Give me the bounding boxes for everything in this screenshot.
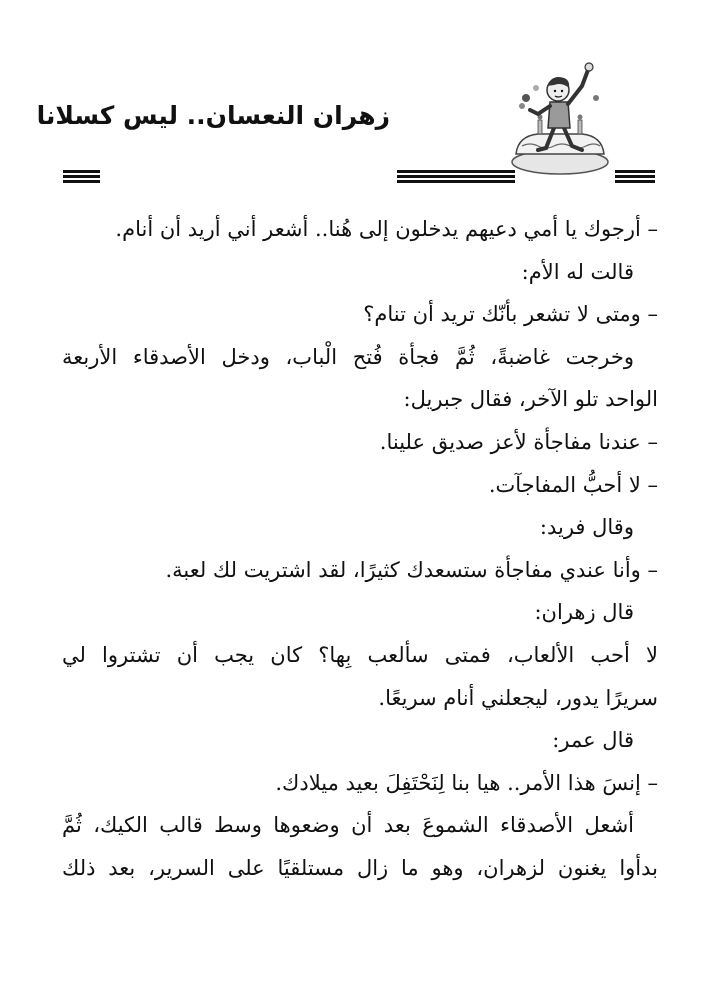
text-line: وقال فريد:: [539, 515, 634, 540]
text-line: وخرجت غاضبةً، ثُمَّ فجأة فُتح الْباب، ودخل الأصدقاء الأربعة: [62, 344, 634, 369]
text-line: – ومتى لا تشعر بأنّك تريد أن تنام؟: [363, 302, 658, 327]
boy-jumping-over-cake-illustration: [508, 58, 610, 176]
text-line: – لا أحبُّ المفاجآت.: [488, 472, 658, 497]
text-line: أشعل الأصدقاء الشموعَ بعد أن وضعوها وسط قالب الكيك، ثُمَّ: [62, 813, 634, 838]
text-line: لا أحب الألعاب، فمتى سألعب بِها؟ كان يجب أن تشتروا لي: [62, 642, 658, 667]
text-line: بدأوا يغنون لزهران، وهو ما زال مستلقيًا على السرير، بعد ذلك: [62, 855, 658, 880]
text-line: – وأنا عندي مفاجأة ستسعدك كثيرًا، لقد اشتريت لك لعبة.: [165, 557, 658, 582]
story-text: [62, 208, 658, 890]
text-line: – عندنا مفاجأة لأعز صديق علينا.: [379, 429, 658, 454]
text-line: – إنسَ هذا الأمر.. هيا بنا لِنَحْتَفِلَ بعيد ميلادك.: [275, 770, 658, 795]
text-line: الواحد تلو الآخر، فقال جبريل:: [403, 387, 658, 412]
decorative-rule-right: [615, 170, 655, 184]
decorative-rule-left: [63, 170, 100, 184]
decorative-rule-middle: [397, 170, 515, 184]
chapter-title: زهران النعسان.. ليس كسلانا: [36, 101, 390, 130]
text-line: قال عمر:: [552, 728, 634, 753]
text-line: قال زهران:: [534, 600, 634, 625]
text-line: – أرجوك يا أمي دعيهم يدخلون إلى هُنا.. أشعر أني أريد أن أنام.: [115, 217, 658, 241]
text-line: سريرًا يدور، ليجعلني أنام سريعًا.: [378, 685, 658, 710]
text-line: قالت له الأم:: [521, 259, 634, 284]
